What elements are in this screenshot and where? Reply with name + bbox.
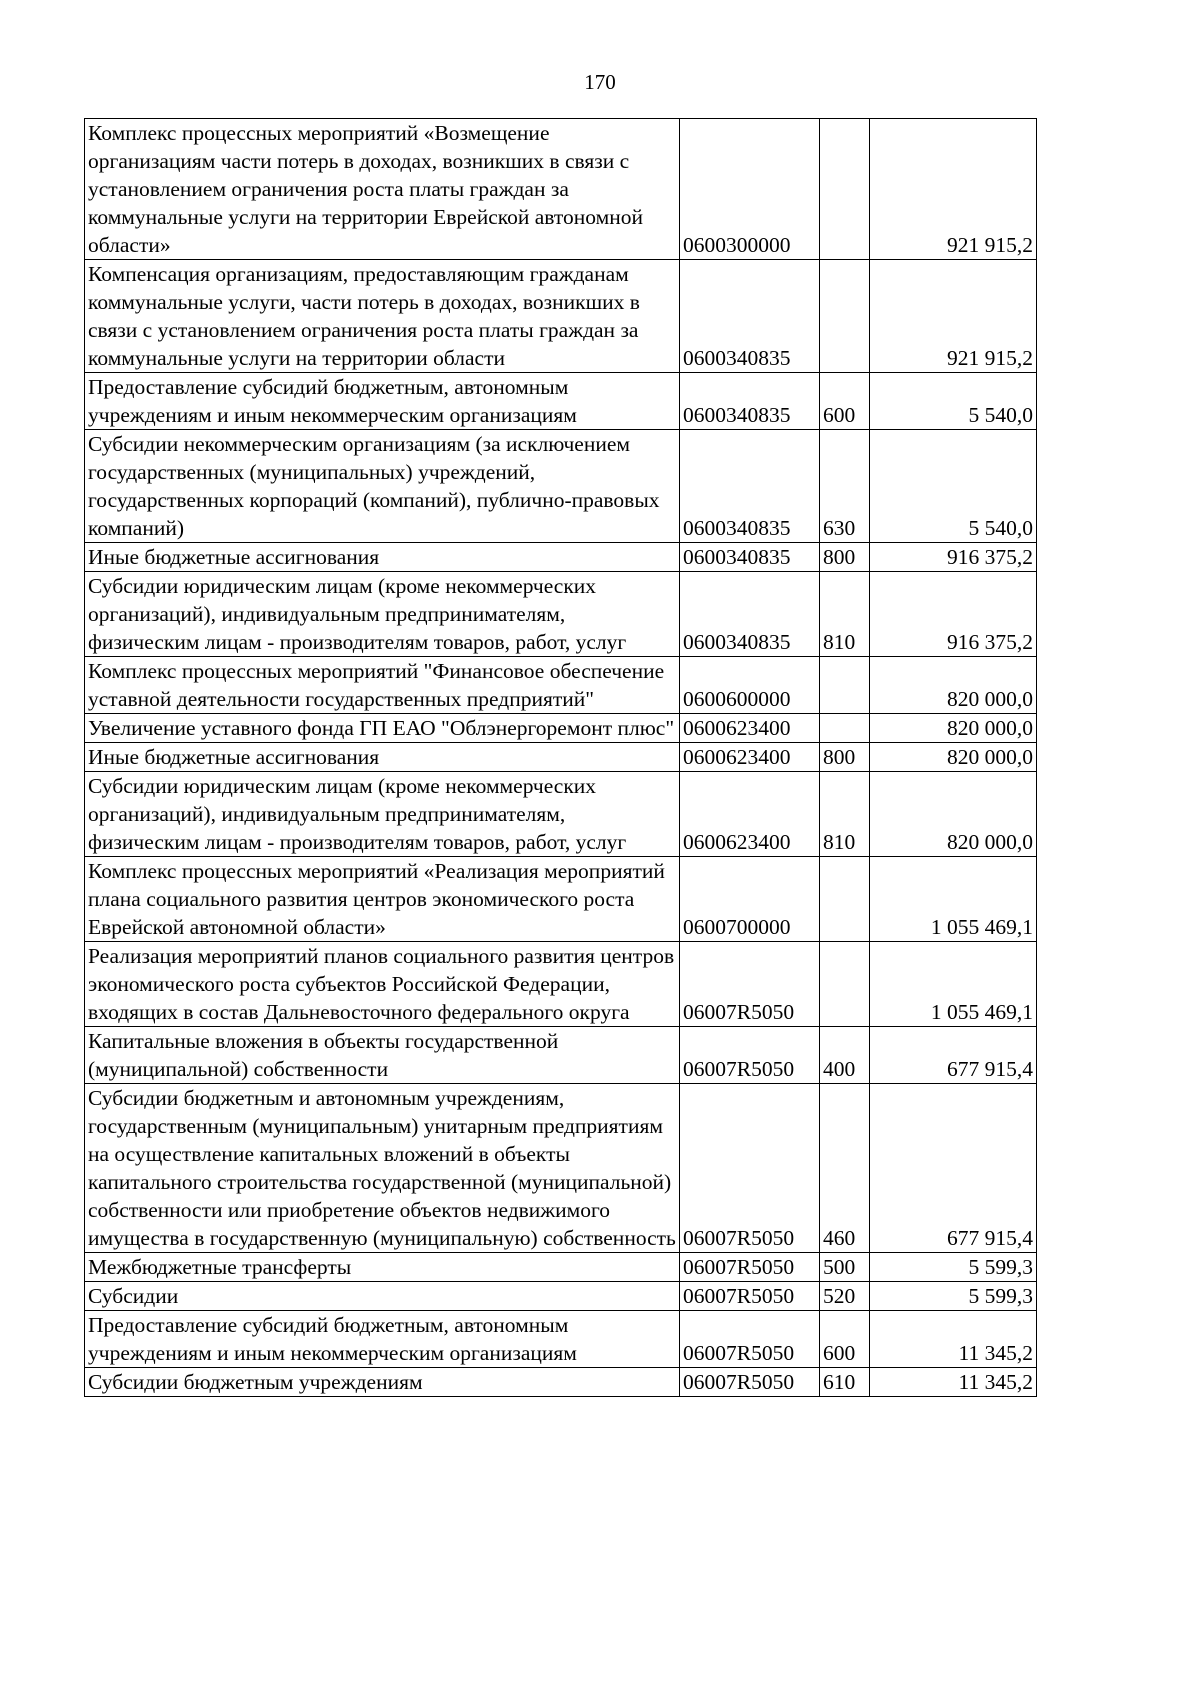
- table-row: [85, 373, 1037, 430]
- row-expense-type-cell: 610: [820, 1368, 870, 1397]
- row-name-cell: Субсидии бюджетным и автономным учреждениям, государственным (муниципальным) унитарным предприятиям на осуществление капитальных вложений в объекты капитального строительства государственной (муниципальной) собственности или приобретение объектов недвижимого имущества в государственную (муниципальную) собственность: [85, 1084, 680, 1253]
- row-amount-cell: 820 000,0: [870, 714, 1037, 743]
- table-row: [85, 714, 1037, 743]
- row-expense-type-cell: 800: [820, 543, 870, 572]
- table-row: [85, 857, 1037, 942]
- row-code-cell: 0600340835: [680, 430, 820, 543]
- row-name-cell: Иные бюджетные ассигнования: [85, 543, 680, 572]
- row-code-cell: 0600700000: [680, 857, 820, 942]
- row-name-cell: Капитальные вложения в объекты государственной (муниципальной) собственности: [85, 1027, 680, 1084]
- row-expense-type-cell: 460: [820, 1084, 870, 1253]
- budget-table: [84, 118, 1037, 1397]
- row-expense-type-cell: 600: [820, 1311, 870, 1368]
- row-code-cell: 06007R5050: [680, 1253, 820, 1282]
- row-expense-type-cell: [820, 942, 870, 1027]
- row-code-cell: 0600623400: [680, 743, 820, 772]
- table-row: [85, 772, 1037, 857]
- row-name-cell: Комплекс процессных мероприятий "Финансовое обеспечение уставной деятельности государственных предприятий": [85, 657, 680, 714]
- row-amount-cell: 1 055 469,1: [870, 857, 1037, 942]
- row-expense-type-cell: [820, 857, 870, 942]
- row-code-cell: 0600340835: [680, 543, 820, 572]
- table-row: [85, 119, 1037, 260]
- row-amount-cell: 5 599,3: [870, 1282, 1037, 1311]
- row-amount-cell: 5 540,0: [870, 373, 1037, 430]
- row-code-cell: 06007R5050: [680, 942, 820, 1027]
- row-expense-type-cell: 630: [820, 430, 870, 543]
- row-name-cell: Комплекс процессных мероприятий «Реализация мероприятий плана социального развития центров экономического роста Еврейской автономной области»: [85, 857, 680, 942]
- row-name-cell: Комплекс процессных мероприятий «Возмещение организациям части потерь в доходах, возникших в связи с установлением ограничения роста платы граждан за коммунальные услуги на территории Еврейской автономной области»: [85, 119, 680, 260]
- row-name-cell: Субсидии некоммерческим организациям (за исключением государственных (муниципальных) учреждений, государственных корпораций (компаний), публично-правовых компаний): [85, 430, 680, 543]
- row-name-cell: Компенсация организациям, предоставляющим гражданам коммунальные услуги, части потерь в доходах, возникших в связи с установлением ограничения роста платы граждан за коммунальные услуги на территории области: [85, 260, 680, 373]
- row-amount-cell: 921 915,2: [870, 119, 1037, 260]
- row-code-cell: 06007R5050: [680, 1027, 820, 1084]
- row-code-cell: 06007R5050: [680, 1368, 820, 1397]
- table-row: [85, 430, 1037, 543]
- row-name-cell: Увеличение уставного фонда ГП ЕАО "Облэнергоремонт плюс": [85, 714, 680, 743]
- row-amount-cell: 916 375,2: [870, 572, 1037, 657]
- row-name-cell: Межбюджетные трансферты: [85, 1253, 680, 1282]
- row-amount-cell: 11 345,2: [870, 1311, 1037, 1368]
- row-name-cell: Субсидии юридическим лицам (кроме некоммерческих организаций), индивидуальным предпринимателям, физическим лицам - производителям товаров, работ, услуг: [85, 772, 680, 857]
- row-code-cell: 0600600000: [680, 657, 820, 714]
- row-amount-cell: 1 055 469,1: [870, 942, 1037, 1027]
- table-row: [85, 1282, 1037, 1311]
- table-row: [85, 572, 1037, 657]
- table-row: [85, 1311, 1037, 1368]
- row-amount-cell: 820 000,0: [870, 772, 1037, 857]
- row-code-cell: 0600340835: [680, 572, 820, 657]
- budget-table-body: [85, 119, 1037, 1397]
- table-row: [85, 260, 1037, 373]
- row-name-cell: Предоставление субсидий бюджетным, автономным учреждениям и иным некоммерческим организациям: [85, 373, 680, 430]
- table-row: [85, 543, 1037, 572]
- row-expense-type-cell: 500: [820, 1253, 870, 1282]
- table-row: [85, 942, 1037, 1027]
- row-code-cell: 0600623400: [680, 714, 820, 743]
- row-expense-type-cell: [820, 119, 870, 260]
- row-expense-type-cell: 520: [820, 1282, 870, 1311]
- table-row: [85, 1253, 1037, 1282]
- row-code-cell: 0600340835: [680, 373, 820, 430]
- row-amount-cell: 5 599,3: [870, 1253, 1037, 1282]
- row-code-cell: 0600340835: [680, 260, 820, 373]
- row-expense-type-cell: [820, 260, 870, 373]
- row-expense-type-cell: 810: [820, 572, 870, 657]
- row-amount-cell: 820 000,0: [870, 657, 1037, 714]
- row-code-cell: 0600300000: [680, 119, 820, 260]
- row-amount-cell: 5 540,0: [870, 430, 1037, 543]
- row-code-cell: 06007R5050: [680, 1084, 820, 1253]
- table-row: [85, 1368, 1037, 1397]
- row-amount-cell: 677 915,4: [870, 1027, 1037, 1084]
- row-expense-type-cell: 600: [820, 373, 870, 430]
- row-name-cell: Субсидии: [85, 1282, 680, 1311]
- row-amount-cell: 820 000,0: [870, 743, 1037, 772]
- row-name-cell: Субсидии бюджетным учреждениям: [85, 1368, 680, 1397]
- row-amount-cell: 11 345,2: [870, 1368, 1037, 1397]
- table-row: [85, 1027, 1037, 1084]
- row-amount-cell: 916 375,2: [870, 543, 1037, 572]
- row-expense-type-cell: [820, 657, 870, 714]
- row-code-cell: 06007R5050: [680, 1282, 820, 1311]
- row-code-cell: 0600623400: [680, 772, 820, 857]
- row-code-cell: 06007R5050: [680, 1311, 820, 1368]
- row-amount-cell: 921 915,2: [870, 260, 1037, 373]
- row-name-cell: Реализация мероприятий планов социального развития центров экономического роста субъектов Российской Федерации, входящих в состав Дальневосточного федерального округа: [85, 942, 680, 1027]
- row-amount-cell: 677 915,4: [870, 1084, 1037, 1253]
- row-name-cell: Субсидии юридическим лицам (кроме некоммерческих организаций), индивидуальным предпринимателям, физическим лицам - производителям товаров, работ, услуг: [85, 572, 680, 657]
- row-expense-type-cell: [820, 714, 870, 743]
- table-row: [85, 743, 1037, 772]
- page-number: 170: [584, 70, 616, 94]
- row-expense-type-cell: 800: [820, 743, 870, 772]
- row-name-cell: Предоставление субсидий бюджетным, автономным учреждениям и иным некоммерческим организациям: [85, 1311, 680, 1368]
- row-expense-type-cell: 400: [820, 1027, 870, 1084]
- table-row: [85, 657, 1037, 714]
- row-name-cell: Иные бюджетные ассигнования: [85, 743, 680, 772]
- row-expense-type-cell: 810: [820, 772, 870, 857]
- table-row: [85, 1084, 1037, 1253]
